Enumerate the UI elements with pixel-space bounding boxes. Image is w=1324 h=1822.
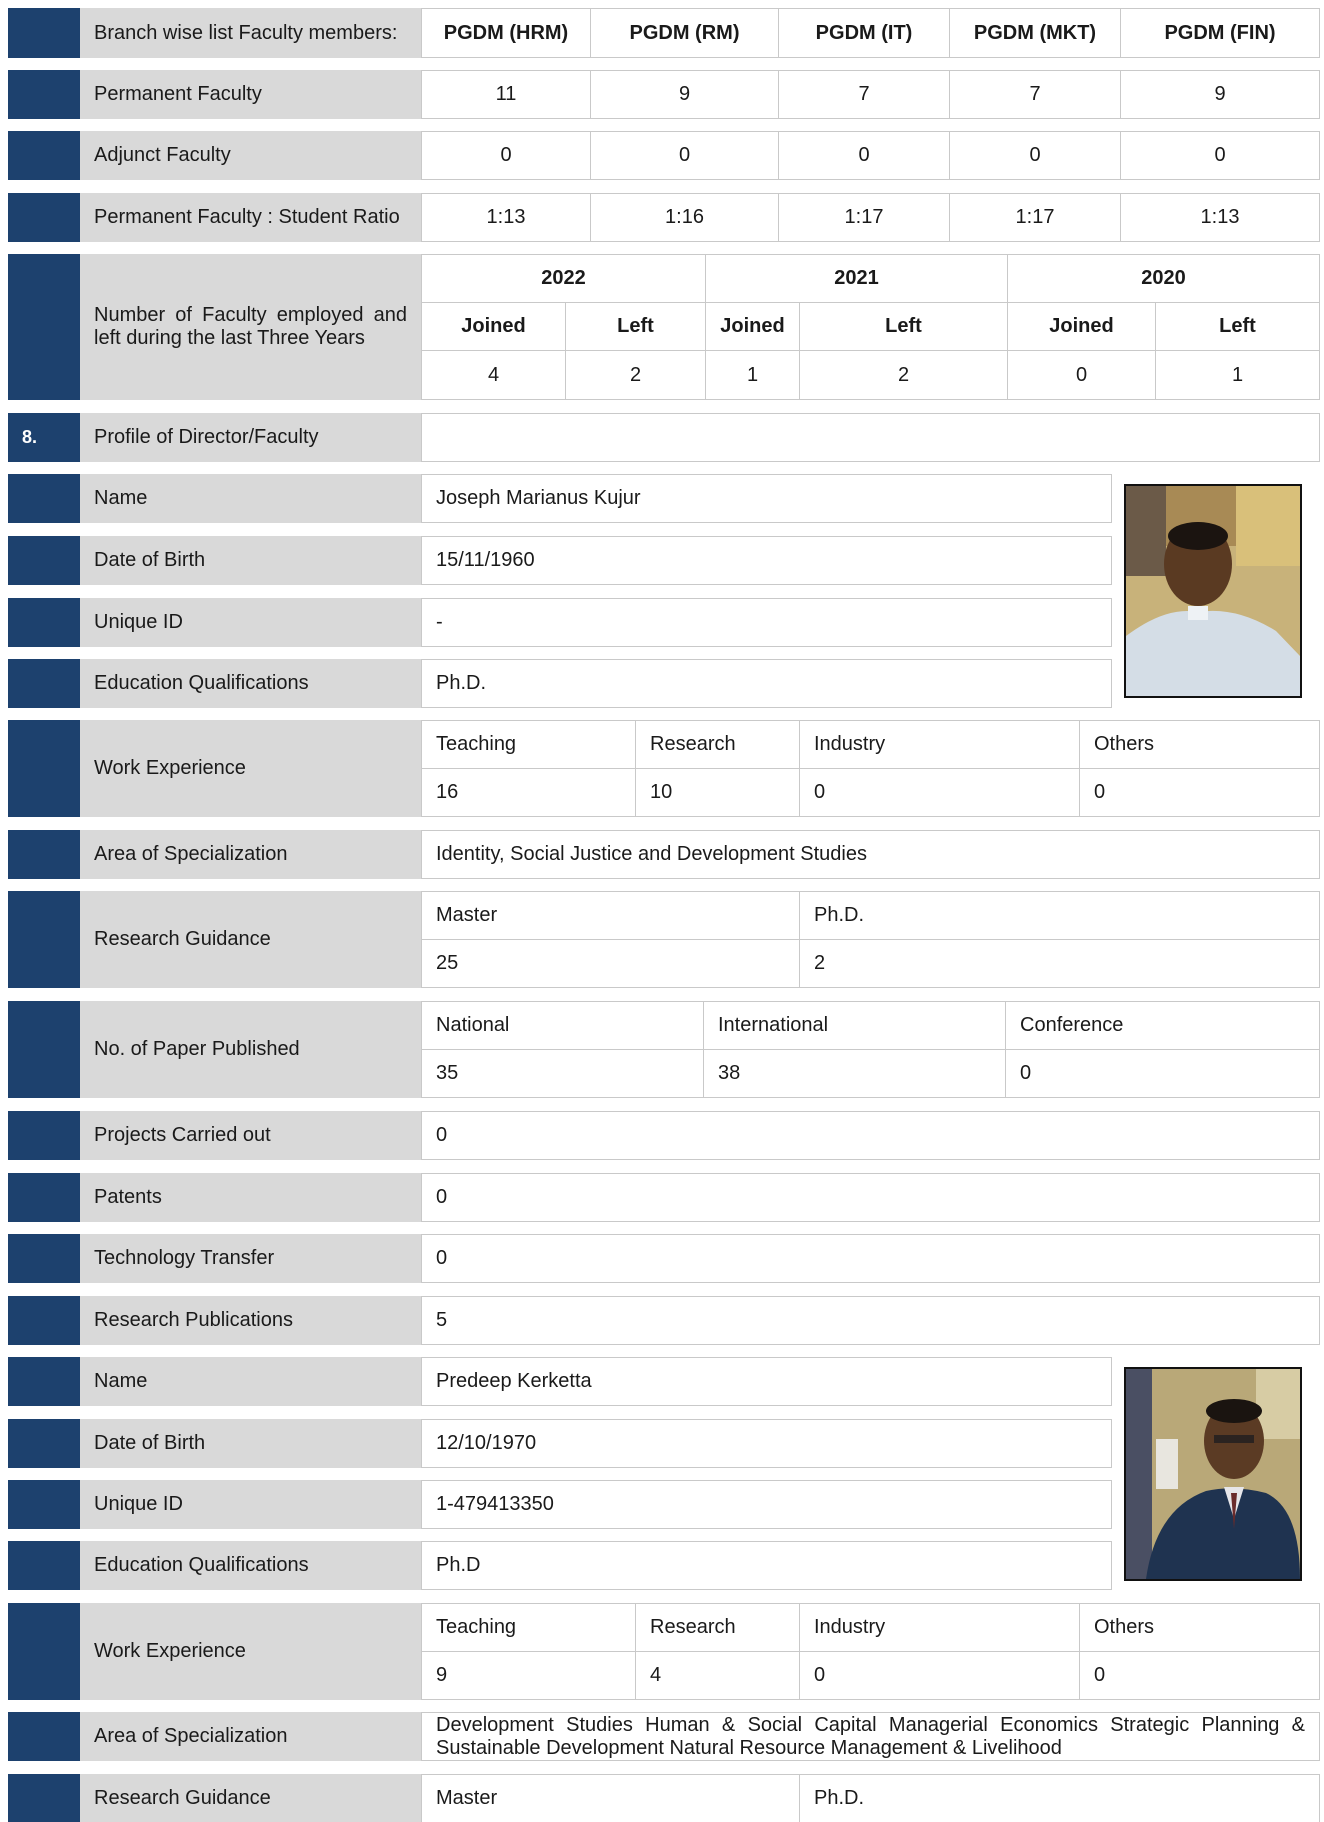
row-marker	[8, 891, 80, 988]
section-number: 8.	[8, 413, 80, 462]
work-head-industry: Industry	[800, 721, 1080, 769]
faculty-name: Joseph Marianus Kujur	[436, 487, 641, 509]
row-marker	[8, 1001, 80, 1098]
row-marker	[8, 1357, 80, 1406]
value-cell: 0	[1214, 144, 1226, 166]
value-cell: 0	[800, 769, 1080, 817]
specialization-row	[8, 830, 1320, 879]
program-header: PGDM (RM)	[591, 9, 779, 57]
value-cell: 1:13	[422, 194, 591, 241]
unique-id-value: 1-479413350	[436, 1493, 554, 1515]
year-header: 2021	[706, 255, 1008, 303]
row-marker	[8, 1111, 80, 1160]
value-cell: 11	[422, 71, 591, 118]
value-cell: 0	[950, 132, 1121, 179]
branch-header-row	[8, 8, 1320, 58]
year-header: 2020	[1008, 255, 1319, 303]
row-marker	[8, 70, 80, 119]
value-cell: 2	[566, 351, 706, 399]
guidance-head-master: Master	[422, 892, 800, 940]
value-cell: 0	[800, 1652, 1080, 1700]
row-marker	[8, 598, 80, 647]
dob-label: Date of Birth	[80, 536, 421, 585]
dob-label: Date of Birth	[80, 1419, 421, 1468]
education-label: Education Qualifications	[80, 659, 421, 708]
name-label: Name	[80, 1357, 421, 1406]
paper-head-national: National	[422, 1002, 704, 1050]
faculty-portrait-image	[1126, 1369, 1300, 1579]
dob-value: 15/11/1960	[436, 549, 535, 571]
permanent-faculty-label: Permanent Faculty	[80, 70, 421, 119]
value-cell: 1	[706, 351, 800, 399]
value-cell: 4	[422, 351, 566, 399]
adjunct-faculty-label: Adjunct Faculty	[80, 131, 421, 180]
work-experience-row	[8, 1603, 1320, 1700]
adjunct-faculty-row	[8, 131, 1320, 180]
row-marker	[8, 193, 80, 242]
row-marker	[8, 131, 80, 180]
unique-id-value: -	[436, 611, 443, 633]
technology-transfer-row	[8, 1234, 1320, 1283]
value-cell: 0	[1008, 351, 1156, 399]
research-publications-row	[8, 1296, 1320, 1345]
value-cell: 0	[1094, 780, 1106, 803]
paper-head-international: International	[704, 1002, 1006, 1050]
row-marker	[8, 1603, 80, 1700]
work-head-industry: Industry	[800, 1604, 1080, 1652]
name-label: Name	[80, 474, 421, 523]
value-cell: 10	[636, 769, 800, 817]
projects-value: 0	[436, 1124, 448, 1146]
row-marker	[8, 1774, 80, 1822]
program-header: PGDM (FIN)	[1164, 21, 1276, 44]
guidance-head-phd: Ph.D.	[814, 1787, 865, 1809]
joined-header: Joined	[706, 303, 800, 351]
program-header: PGDM (HRM)	[422, 9, 591, 57]
student-ratio-row	[8, 193, 1320, 242]
unique-id-label: Unique ID	[80, 1480, 421, 1529]
work-head-teaching: Teaching	[422, 1604, 636, 1652]
faculty-photo	[1124, 1367, 1302, 1581]
value-cell: 7	[779, 71, 950, 118]
projects-label: Projects Carried out	[80, 1111, 421, 1160]
specialization-row	[8, 1712, 1320, 1761]
research-guidance-label: Research Guidance	[80, 1774, 421, 1822]
education-value: Ph.D.	[436, 672, 487, 694]
paper-head-conference: Conference	[1006, 1002, 1319, 1050]
work-experience-row	[8, 720, 1320, 817]
row-marker	[8, 254, 80, 400]
student-ratio-label: Permanent Faculty : Student Ratio	[80, 193, 421, 242]
technology-transfer-label: Technology Transfer	[80, 1234, 421, 1283]
value-cell: 0	[1094, 1663, 1106, 1686]
work-experience-label: Work Experience	[80, 1603, 421, 1700]
research-guidance-row	[8, 891, 1320, 988]
faculty-photo	[1124, 484, 1302, 698]
faculty-turnover-label: Number of Faculty employed and left during the last Three Years	[80, 254, 421, 400]
permanent-faculty-row	[8, 70, 1320, 119]
row-marker	[8, 1173, 80, 1222]
guidance-head-phd: Ph.D.	[800, 892, 1319, 940]
row-marker	[8, 1419, 80, 1468]
row-marker	[8, 830, 80, 879]
papers-published-label: No. of Paper Published	[80, 1001, 421, 1098]
work-head-others: Others	[1080, 721, 1319, 769]
work-head-research: Research	[636, 1604, 800, 1652]
value-cell: 9	[1214, 83, 1226, 105]
joined-header: Joined	[1008, 303, 1156, 351]
value-cell: 0	[779, 132, 950, 179]
program-header: PGDM (IT)	[779, 9, 950, 57]
row-marker	[8, 1296, 80, 1345]
technology-transfer-value: 0	[436, 1247, 448, 1269]
row-marker	[8, 720, 80, 817]
value-cell: 9	[591, 71, 779, 118]
value-cell: 16	[422, 769, 636, 817]
section-8-row	[8, 413, 1320, 462]
section-title: Profile of Director/Faculty	[80, 413, 421, 462]
director-portrait-image	[1126, 486, 1300, 696]
value-cell: 1:17	[779, 194, 950, 241]
research-publications-label: Research Publications	[80, 1296, 421, 1345]
value-cell: 4	[636, 1652, 800, 1700]
specialization-value: Development Studies Human & Social Capital Managerial Economics Strategic Planning & Sustainable Development Natural Resource Management & Livelihood	[436, 1713, 1305, 1759]
row-marker	[8, 1541, 80, 1590]
value-cell: 25	[422, 940, 800, 988]
left-header: Left	[1156, 303, 1319, 351]
value-cell: 0	[1020, 1061, 1032, 1084]
value-cell: 1:17	[950, 194, 1121, 241]
specialization-value: Identity, Social Justice and Development Studies	[436, 843, 867, 865]
value-cell: 1:16	[591, 194, 779, 241]
branch-label: Branch wise list Faculty members:	[80, 8, 421, 58]
papers-published-row	[8, 1001, 1320, 1098]
value-cell: 38	[704, 1050, 1006, 1098]
value-cell: 2	[814, 951, 826, 974]
patents-label: Patents	[80, 1173, 421, 1222]
unique-id-label: Unique ID	[80, 598, 421, 647]
row-marker	[8, 1712, 80, 1761]
work-head-research: Research	[636, 721, 800, 769]
joined-header: Joined	[422, 303, 566, 351]
value-cell: 0	[422, 132, 591, 179]
value-cell: 9	[422, 1652, 636, 1700]
education-label: Education Qualifications	[80, 1541, 421, 1590]
patents-value: 0	[436, 1186, 448, 1208]
value-cell: 7	[950, 71, 1121, 118]
row-marker	[8, 536, 80, 585]
row-marker	[8, 1234, 80, 1283]
value-cell: 35	[422, 1050, 704, 1098]
row-marker	[8, 1480, 80, 1529]
research-publications-value: 5	[436, 1309, 448, 1331]
specialization-label: Area of Specialization	[80, 830, 421, 879]
work-experience-label: Work Experience	[80, 720, 421, 817]
program-header: PGDM (MKT)	[950, 9, 1121, 57]
faculty-name: Predeep Kerketta	[436, 1370, 592, 1392]
value-cell: 2	[800, 351, 1008, 399]
specialization-label: Area of Specialization	[80, 1712, 421, 1761]
dob-value: 12/10/1970	[436, 1432, 537, 1454]
guidance-head-master: Master	[422, 1775, 800, 1822]
row-marker	[8, 474, 80, 523]
patents-row	[8, 1173, 1320, 1222]
year-header: 2022	[422, 255, 706, 303]
work-head-others: Others	[1080, 1604, 1319, 1652]
left-header: Left	[566, 303, 706, 351]
value-cell: 1	[1231, 363, 1244, 386]
research-guidance-row	[8, 1774, 1320, 1822]
row-marker	[8, 8, 80, 58]
value-cell: 1:13	[1200, 206, 1240, 228]
research-guidance-label: Research Guidance	[80, 891, 421, 988]
left-header: Left	[800, 303, 1008, 351]
row-marker	[8, 659, 80, 708]
education-value: Ph.D	[436, 1554, 481, 1576]
work-head-teaching: Teaching	[422, 721, 636, 769]
projects-row	[8, 1111, 1320, 1160]
faculty-turnover-row	[8, 254, 1320, 400]
value-cell: 0	[591, 132, 779, 179]
